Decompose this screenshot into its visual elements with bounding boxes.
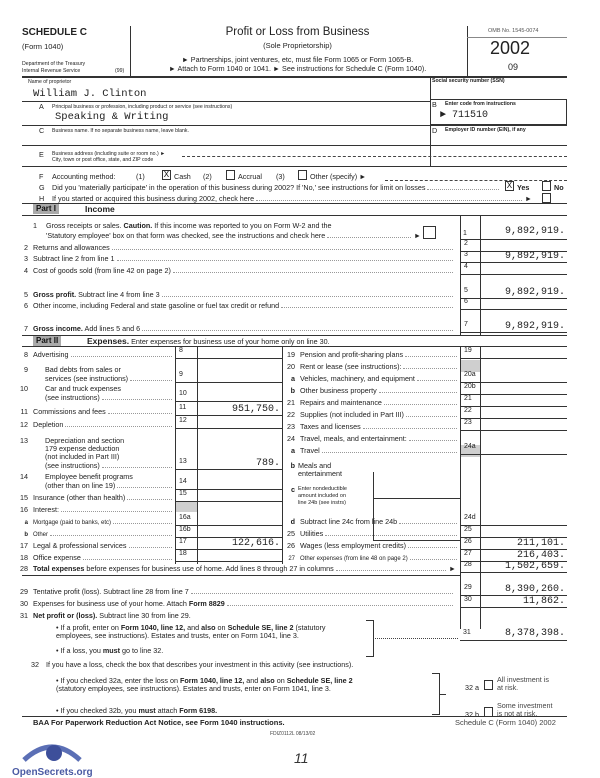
- line-24a-label: Travel: [300, 446, 320, 455]
- option-1-label: (1): [136, 172, 145, 181]
- yes-label: Yes: [517, 183, 530, 192]
- line-3-number: 3: [24, 254, 28, 263]
- line-9-box: 9: [175, 371, 197, 383]
- bracket: [432, 673, 440, 715]
- line-15: [16, 493, 175, 502]
- line-1-number: 1: [33, 221, 37, 230]
- line-6-label: Other income, including Federal and state gasoline or fuel tax credit or refund: [33, 301, 280, 310]
- line-16b: [16, 529, 175, 538]
- sequence-number: 09: [508, 62, 519, 72]
- part-1-title: Income: [85, 204, 115, 214]
- no-label: No: [554, 183, 564, 192]
- line-a-label: Principal business or profession, including product or service (see instructions): [52, 104, 233, 110]
- line-32-label: If you have a loss, check the box that describes your investment in this activity (see instructions).: [46, 660, 354, 669]
- line-24d-amount[interactable]: [480, 514, 567, 526]
- line-8: [16, 350, 175, 359]
- line-26-amount[interactable]: 211,101.: [480, 538, 567, 550]
- line-2: [16, 243, 456, 252]
- line-20-label: Rent or lease (see instructions):: [300, 362, 402, 371]
- line-16b-number: b: [24, 532, 28, 538]
- line-7-label: Gross income. Add lines 5 and 6: [33, 324, 141, 333]
- proprietor-name[interactable]: William J. Clinton: [33, 88, 147, 100]
- line-27-number: 27: [288, 556, 295, 562]
- line-20: [283, 362, 460, 371]
- line-24a-amount[interactable]: [480, 443, 567, 455]
- line-27: [283, 553, 460, 562]
- other-checkbox[interactable]: [298, 170, 307, 180]
- page-title: Profit or Loss from Business: [225, 26, 370, 38]
- dept-label: Department of the Treasury: [22, 61, 86, 67]
- line-10-amount[interactable]: [197, 390, 282, 402]
- line-20b-label: Other business property: [300, 386, 377, 395]
- line-24c-label-2: amount included on: [298, 493, 347, 499]
- line-26-label: Wages (less employment credits): [300, 541, 406, 550]
- form-code: FDIZ0112L 08/13/02: [270, 731, 316, 737]
- line-21-label: Repairs and maintenance: [300, 398, 382, 407]
- paperwork-notice: BAA For Paperwork Reduction Act Notice, see Form 1040 instructions.: [33, 718, 285, 727]
- line-21-number: 21: [287, 398, 295, 407]
- line-22-number: 22: [287, 410, 295, 419]
- line-32b-instructions: • If you checked 32b, you must attach Form 6198.: [56, 706, 218, 715]
- line-14-label-1: Employee benefit programs: [45, 472, 133, 481]
- line-3-label: Subtract line 2 from line 1: [33, 254, 115, 263]
- line-d-label: Employer ID number (EIN), if any: [445, 127, 526, 133]
- line-31-number: 31: [20, 611, 28, 620]
- line-28: 28 Total expenses before expenses for business use of home. Add lines 8 through 27 in columns ►: [16, 564, 456, 573]
- statutory-employee-checkbox[interactable]: [423, 226, 436, 239]
- form-reference: Schedule C (Form 1040) 2002: [455, 718, 556, 727]
- line-20a-box: 20a: [460, 371, 480, 383]
- line-14-number: 14: [20, 472, 28, 481]
- line-28-number: 28: [20, 564, 28, 573]
- accrual-label: Accrual: [238, 172, 262, 181]
- line-b-letter: B: [432, 100, 437, 109]
- line-b-label: Enter code from instructions: [445, 101, 516, 107]
- line-25-box: 25: [460, 526, 480, 538]
- some-not-at-risk-label: Some investment is not at risk.: [497, 701, 553, 718]
- line-31-amount[interactable]: 8,378,398.: [480, 628, 567, 641]
- line-4-number: 4: [24, 266, 28, 275]
- irs-label: Internal Revenue Service: [22, 68, 81, 74]
- line-4-amount[interactable]: [480, 263, 567, 275]
- line-11-box: 11: [175, 404, 197, 416]
- line-4: [16, 266, 456, 275]
- line-24b-label-1: Meals and: [298, 461, 332, 470]
- part-2-tag: Part II: [33, 336, 61, 346]
- line-29-number: 29: [20, 587, 28, 596]
- line-16b-box: 16b: [175, 526, 197, 538]
- cash-checkbox[interactable]: X: [163, 170, 170, 180]
- line-24a-number: a: [291, 446, 295, 455]
- line-15-amount[interactable]: [197, 490, 282, 502]
- name-label: Name of proprietor: [28, 79, 72, 85]
- line-22-amount[interactable]: [480, 407, 567, 419]
- line-24: [283, 434, 460, 443]
- all-at-risk-label: All investment is at risk.: [497, 675, 549, 692]
- line-1617-number: 17: [20, 541, 28, 550]
- line-8-amount[interactable]: [197, 347, 282, 359]
- line-1617-amount[interactable]: 122,616.: [197, 538, 282, 550]
- part-2-heading: Expenses. Enter expenses for business use of your home only on line 30.: [87, 336, 330, 346]
- line-16a-label: Mortgage (paid to banks, etc): [33, 520, 112, 526]
- line-31-profit-instructions: • If a profit, enter on Form 1040, line 12, and also on Schedule SE, line 2 (statutory employees, see instructions). Estates and trusts, enter on Form 1041, line 3.: [56, 623, 326, 640]
- line-5-label: Gross profit. Subtract line 4 from line 3: [33, 290, 160, 299]
- line-13-label-2: 179 expense deduction: [45, 444, 120, 453]
- line-25: [283, 529, 460, 538]
- line-25-label: Utilities: [300, 529, 324, 538]
- line-5: [16, 290, 456, 299]
- option-3-label: (3): [276, 172, 285, 181]
- line-6-box: 6: [460, 298, 480, 310]
- line-16-number: 16: [20, 505, 28, 514]
- line-24d-number: d: [290, 517, 295, 526]
- accounting-method-label: Accounting method:: [52, 172, 116, 181]
- line-11-label: Commissions and fees: [33, 407, 106, 416]
- line-c-label: Business name. If no separate business name, leave blank.: [52, 128, 189, 134]
- line-32-number: 32: [31, 660, 39, 669]
- line-24a-box: 24a: [460, 443, 480, 455]
- line-28-box: 28: [460, 561, 480, 573]
- line-4-box: 4: [460, 263, 480, 275]
- line-20a-number: a: [291, 374, 295, 383]
- line-23-label: Taxes and licenses: [300, 422, 361, 431]
- line-12: [16, 420, 175, 429]
- line-24c-number: c: [291, 485, 295, 494]
- started-business-question: If you started or acquired this business during 2002, check here ►: [52, 194, 532, 203]
- line-24b-number: b: [290, 461, 295, 470]
- line-16b-amount[interactable]: [197, 526, 282, 538]
- line-28-amount[interactable]: 1,502,659.: [480, 561, 567, 573]
- line-30-box: 30: [460, 596, 480, 608]
- all-at-risk-checkbox[interactable]: [484, 680, 493, 690]
- line-16a-amount[interactable]: [197, 514, 282, 526]
- other-label: Other (specify) ►: [310, 172, 367, 181]
- line-13-label-4: (see instructions): [33, 461, 175, 470]
- line-16-label: Interest:: [33, 505, 59, 514]
- bracket: [366, 620, 374, 657]
- other-method-field[interactable]: [385, 180, 567, 181]
- line-30: [16, 599, 456, 608]
- line-1618: [16, 553, 175, 562]
- line-14-label-2: (other than on line 19): [33, 481, 175, 490]
- line-g-label: Did you 'materially participate' in the operation of this business during 2002? If 'No,' see instructions for limit on losses: [52, 183, 426, 192]
- started-business-checkbox[interactable]: [542, 193, 551, 203]
- line-15-box: 15: [175, 490, 197, 502]
- line-22-box: 22: [460, 407, 480, 419]
- line-2-box: 2: [460, 240, 480, 252]
- line-24d-label: Subtract line 24c from line 24b: [300, 517, 398, 526]
- divider: [22, 575, 460, 576]
- line-5-amount[interactable]: 9,892,919.: [480, 287, 567, 299]
- line-32a-label: 32 a: [465, 683, 479, 692]
- line-7: [16, 324, 456, 333]
- line-7-number: 7: [24, 324, 28, 333]
- line-29-label: Tentative profit (loss). Subtract line 28 from line 7: [33, 587, 189, 596]
- line-31-box: 31: [460, 629, 480, 641]
- line-1617-label: Legal & professional services: [33, 541, 127, 550]
- line-13-label-3: (not included in Part III): [45, 452, 120, 461]
- line-26-number: 26: [287, 541, 295, 550]
- line-13-number: 13: [20, 436, 28, 445]
- opensecrets-logo: [12, 740, 92, 776]
- line-27-label: Other expenses (from line 48 on page 2): [300, 556, 408, 562]
- line-9-label-2: services (see instructions): [33, 374, 175, 383]
- line-8-label: Advertising: [33, 350, 69, 359]
- line-2-number: 2: [24, 243, 28, 252]
- line-29-amount[interactable]: 8,390,260.: [480, 584, 567, 596]
- form-sub: (Form 1040): [22, 42, 64, 51]
- line-1-amount[interactable]: 9,892,919.: [480, 226, 567, 240]
- line-3-amount[interactable]: 9,892,919.: [480, 251, 567, 263]
- line-13-amount[interactable]: 789.: [197, 458, 282, 470]
- page-subtitle: (Sole Proprietorship): [263, 41, 332, 50]
- line-8-box: 8: [175, 347, 197, 359]
- line-32a-instructions: • If you checked 32a, enter the loss on Form 1040, line 12, and also on Schedule SE, line 2 (statutory employees, see instructions). Estates and trusts, enter on Form 1041, line 3.: [56, 676, 353, 693]
- line-16a: [16, 517, 175, 526]
- line-1-label-2: 'Statutory employee' box on that form was checked, see the instructions and check here ►: [46, 231, 421, 240]
- line-13-box: 13: [175, 458, 197, 470]
- line-27-box: 27: [460, 550, 480, 562]
- line-24c-label-3: line 24b (see instrs): [298, 500, 346, 506]
- line-11-number: 11: [20, 407, 28, 416]
- line-1-box: 1: [460, 230, 480, 240]
- line-1617: [16, 541, 175, 550]
- line-6-amount[interactable]: [480, 298, 567, 310]
- line-12-box: 12: [175, 417, 197, 429]
- line-21: [283, 398, 460, 407]
- line-6-number: 6: [24, 301, 28, 310]
- line-19-number: 19: [287, 350, 295, 359]
- line-19-amount[interactable]: [480, 347, 567, 359]
- line-1618-label: Office expense: [33, 553, 81, 562]
- line-12-amount[interactable]: [197, 417, 282, 429]
- line-29: [16, 587, 456, 596]
- line-22: [283, 410, 460, 419]
- line-23: [283, 422, 460, 431]
- line-14-box: 14: [175, 478, 197, 490]
- tax-year: 2002: [490, 38, 531, 58]
- line-11-amount[interactable]: 951,750.: [197, 404, 282, 416]
- line-19: [283, 350, 460, 359]
- line-16: [16, 505, 175, 514]
- line-30-label: Expenses for business use of your home. Attach Form 8829: [33, 599, 225, 608]
- line-9-amount[interactable]: [197, 371, 282, 383]
- line-26-box: 26: [460, 538, 480, 550]
- line-28-label: Total expenses before expenses for business use of home. Add lines 8 through 27 in columns: [33, 564, 334, 573]
- line-24b-label-2: entertainment: [298, 469, 342, 478]
- line-21-box: 21: [460, 395, 480, 407]
- line-16a-number: a: [24, 520, 28, 526]
- line-20b-amount[interactable]: [480, 383, 567, 395]
- line-8-number: 8: [24, 350, 28, 359]
- line-19-label: Pension and profit-sharing plans: [300, 350, 404, 359]
- line-10-box: 10: [175, 390, 197, 402]
- line-9-number: 9: [24, 365, 28, 374]
- line-11: [16, 407, 175, 416]
- page-mark: 11: [294, 750, 309, 766]
- line-e-letter: E: [39, 150, 44, 159]
- line-21-amount[interactable]: [480, 395, 567, 407]
- accrual-checkbox[interactable]: [226, 170, 235, 180]
- line-e-label: Business address (including suite or room no.) ►: [52, 151, 166, 157]
- line-24-label: Travel, meals, and entertainment:: [300, 434, 407, 443]
- line-30-amount[interactable]: 11,862.: [480, 596, 567, 608]
- line-23-number: 23: [287, 422, 295, 431]
- line-12-label: Depletion: [33, 420, 64, 429]
- line-26: [283, 541, 460, 550]
- line-1618-amount[interactable]: [197, 550, 282, 562]
- line-27-amount[interactable]: 216,403.: [480, 550, 567, 562]
- line-16a-box: 16a: [175, 514, 197, 526]
- line-29-box: 29: [460, 584, 480, 596]
- business-code[interactable]: ► 711510: [440, 110, 489, 121]
- line-13-label-1: Depreciation and section: [45, 436, 125, 445]
- line-9-label-1: Bad debts from sales or: [45, 365, 121, 374]
- form-name: SCHEDULE C: [22, 27, 88, 38]
- participation-yes-checkbox[interactable]: X: [506, 181, 513, 191]
- line-3: [16, 254, 456, 263]
- omb-number: OMB No. 1545-0074: [488, 28, 539, 34]
- line-1618-box: 18: [175, 550, 197, 562]
- line-h-label: If you started or acquired this business during 2002, check here: [52, 194, 255, 203]
- line-24a: [283, 446, 460, 455]
- line-22-label: Supplies (not included in Part III): [300, 410, 404, 419]
- line-1618-number: 18: [20, 553, 28, 562]
- business-address-field[interactable]: [182, 156, 567, 157]
- line-20a-label: Vehicles, machinery, and equipment: [300, 374, 415, 383]
- line-a-letter: A: [39, 102, 44, 111]
- line-20b-number: b: [290, 386, 295, 395]
- line-24c-label-1: Enter nondeductible: [298, 486, 347, 492]
- cash-label: Cash: [174, 172, 191, 181]
- principal-business[interactable]: Speaking & Writing: [55, 111, 169, 123]
- line-1-label: Gross receipts or sales. Caution. If this income was reported to you on Form W-2 and the: [46, 221, 332, 230]
- line-e-sublabel: City, town or post office, state, and ZIP code: [52, 157, 154, 163]
- part-1-tag: Part I: [33, 204, 59, 214]
- line-1617-box: 17: [175, 538, 197, 550]
- line-h-letter: H: [39, 194, 45, 203]
- header-note-2: ► Attach to Form 1040 or 1041. ► See instructions for Schedule C (Form 1040).: [168, 64, 427, 73]
- line-15-label: Insurance (other than health): [33, 493, 126, 502]
- option-2-label: (2): [203, 172, 212, 181]
- line-20b: [283, 386, 460, 395]
- line-15-number: 15: [20, 493, 28, 502]
- material-participation-question: [52, 183, 502, 192]
- participation-no-checkbox[interactable]: [542, 181, 551, 191]
- line-d-letter: D: [432, 126, 438, 135]
- eye-icon: [12, 740, 92, 764]
- line-3-box: 3: [460, 251, 480, 263]
- line-30-number: 30: [20, 599, 28, 608]
- header-note-1: ► Partnerships, joint ventures, etc, must file Form 1065 or Form 1065-B.: [181, 55, 414, 64]
- line-7-amount[interactable]: 9,892,919.: [480, 321, 567, 333]
- line-f-letter: F: [39, 172, 44, 181]
- line-31-loss-instructions: • If a loss, you must go to line 32.: [56, 646, 164, 655]
- ssn-label: Social security number (SSN): [432, 78, 505, 84]
- line-5-box: 5: [460, 287, 480, 299]
- line-20a-amount[interactable]: [480, 371, 567, 383]
- line-2-label: Returns and allowances: [33, 243, 110, 252]
- line-25-amount[interactable]: [480, 526, 567, 538]
- line-24d: [283, 517, 460, 526]
- line-25-number: 25: [287, 529, 295, 538]
- line-6: [16, 301, 456, 310]
- line-4-label: Cost of goods sold (from line 42 on page 2): [33, 266, 171, 275]
- line-24d-box: 24d: [460, 514, 480, 526]
- line-20a: [283, 374, 460, 383]
- line-10-number: 10: [20, 384, 28, 393]
- sequence-label: (99): [115, 68, 125, 74]
- line-31: [16, 611, 456, 620]
- line-20-number: 20: [287, 362, 295, 371]
- line-10-label-1: Car and truck expenses: [45, 384, 121, 393]
- line-5-number: 5: [24, 290, 28, 299]
- line-7-box: 7: [460, 321, 480, 333]
- line-12-number: 12: [20, 420, 28, 429]
- line-c-letter: C: [39, 126, 45, 135]
- line-23-amount[interactable]: [480, 419, 567, 431]
- line-32b-label: 32 b: [465, 710, 479, 719]
- line-g-letter: G: [39, 183, 45, 192]
- line-19-box: 19: [460, 347, 480, 359]
- line-10-label-2: (see instructions): [33, 393, 175, 402]
- line-24-number: 24: [287, 434, 295, 443]
- line-31-label: Net profit or (loss). Subtract line 30 from line 29.: [33, 611, 191, 620]
- line-23-box: 23: [460, 419, 480, 431]
- logo-text: OpenSecrets.org: [12, 767, 93, 778]
- line-16b-label: Other: [33, 532, 49, 538]
- line-20b-box: 20b: [460, 383, 480, 395]
- line-14-amount[interactable]: [197, 478, 282, 490]
